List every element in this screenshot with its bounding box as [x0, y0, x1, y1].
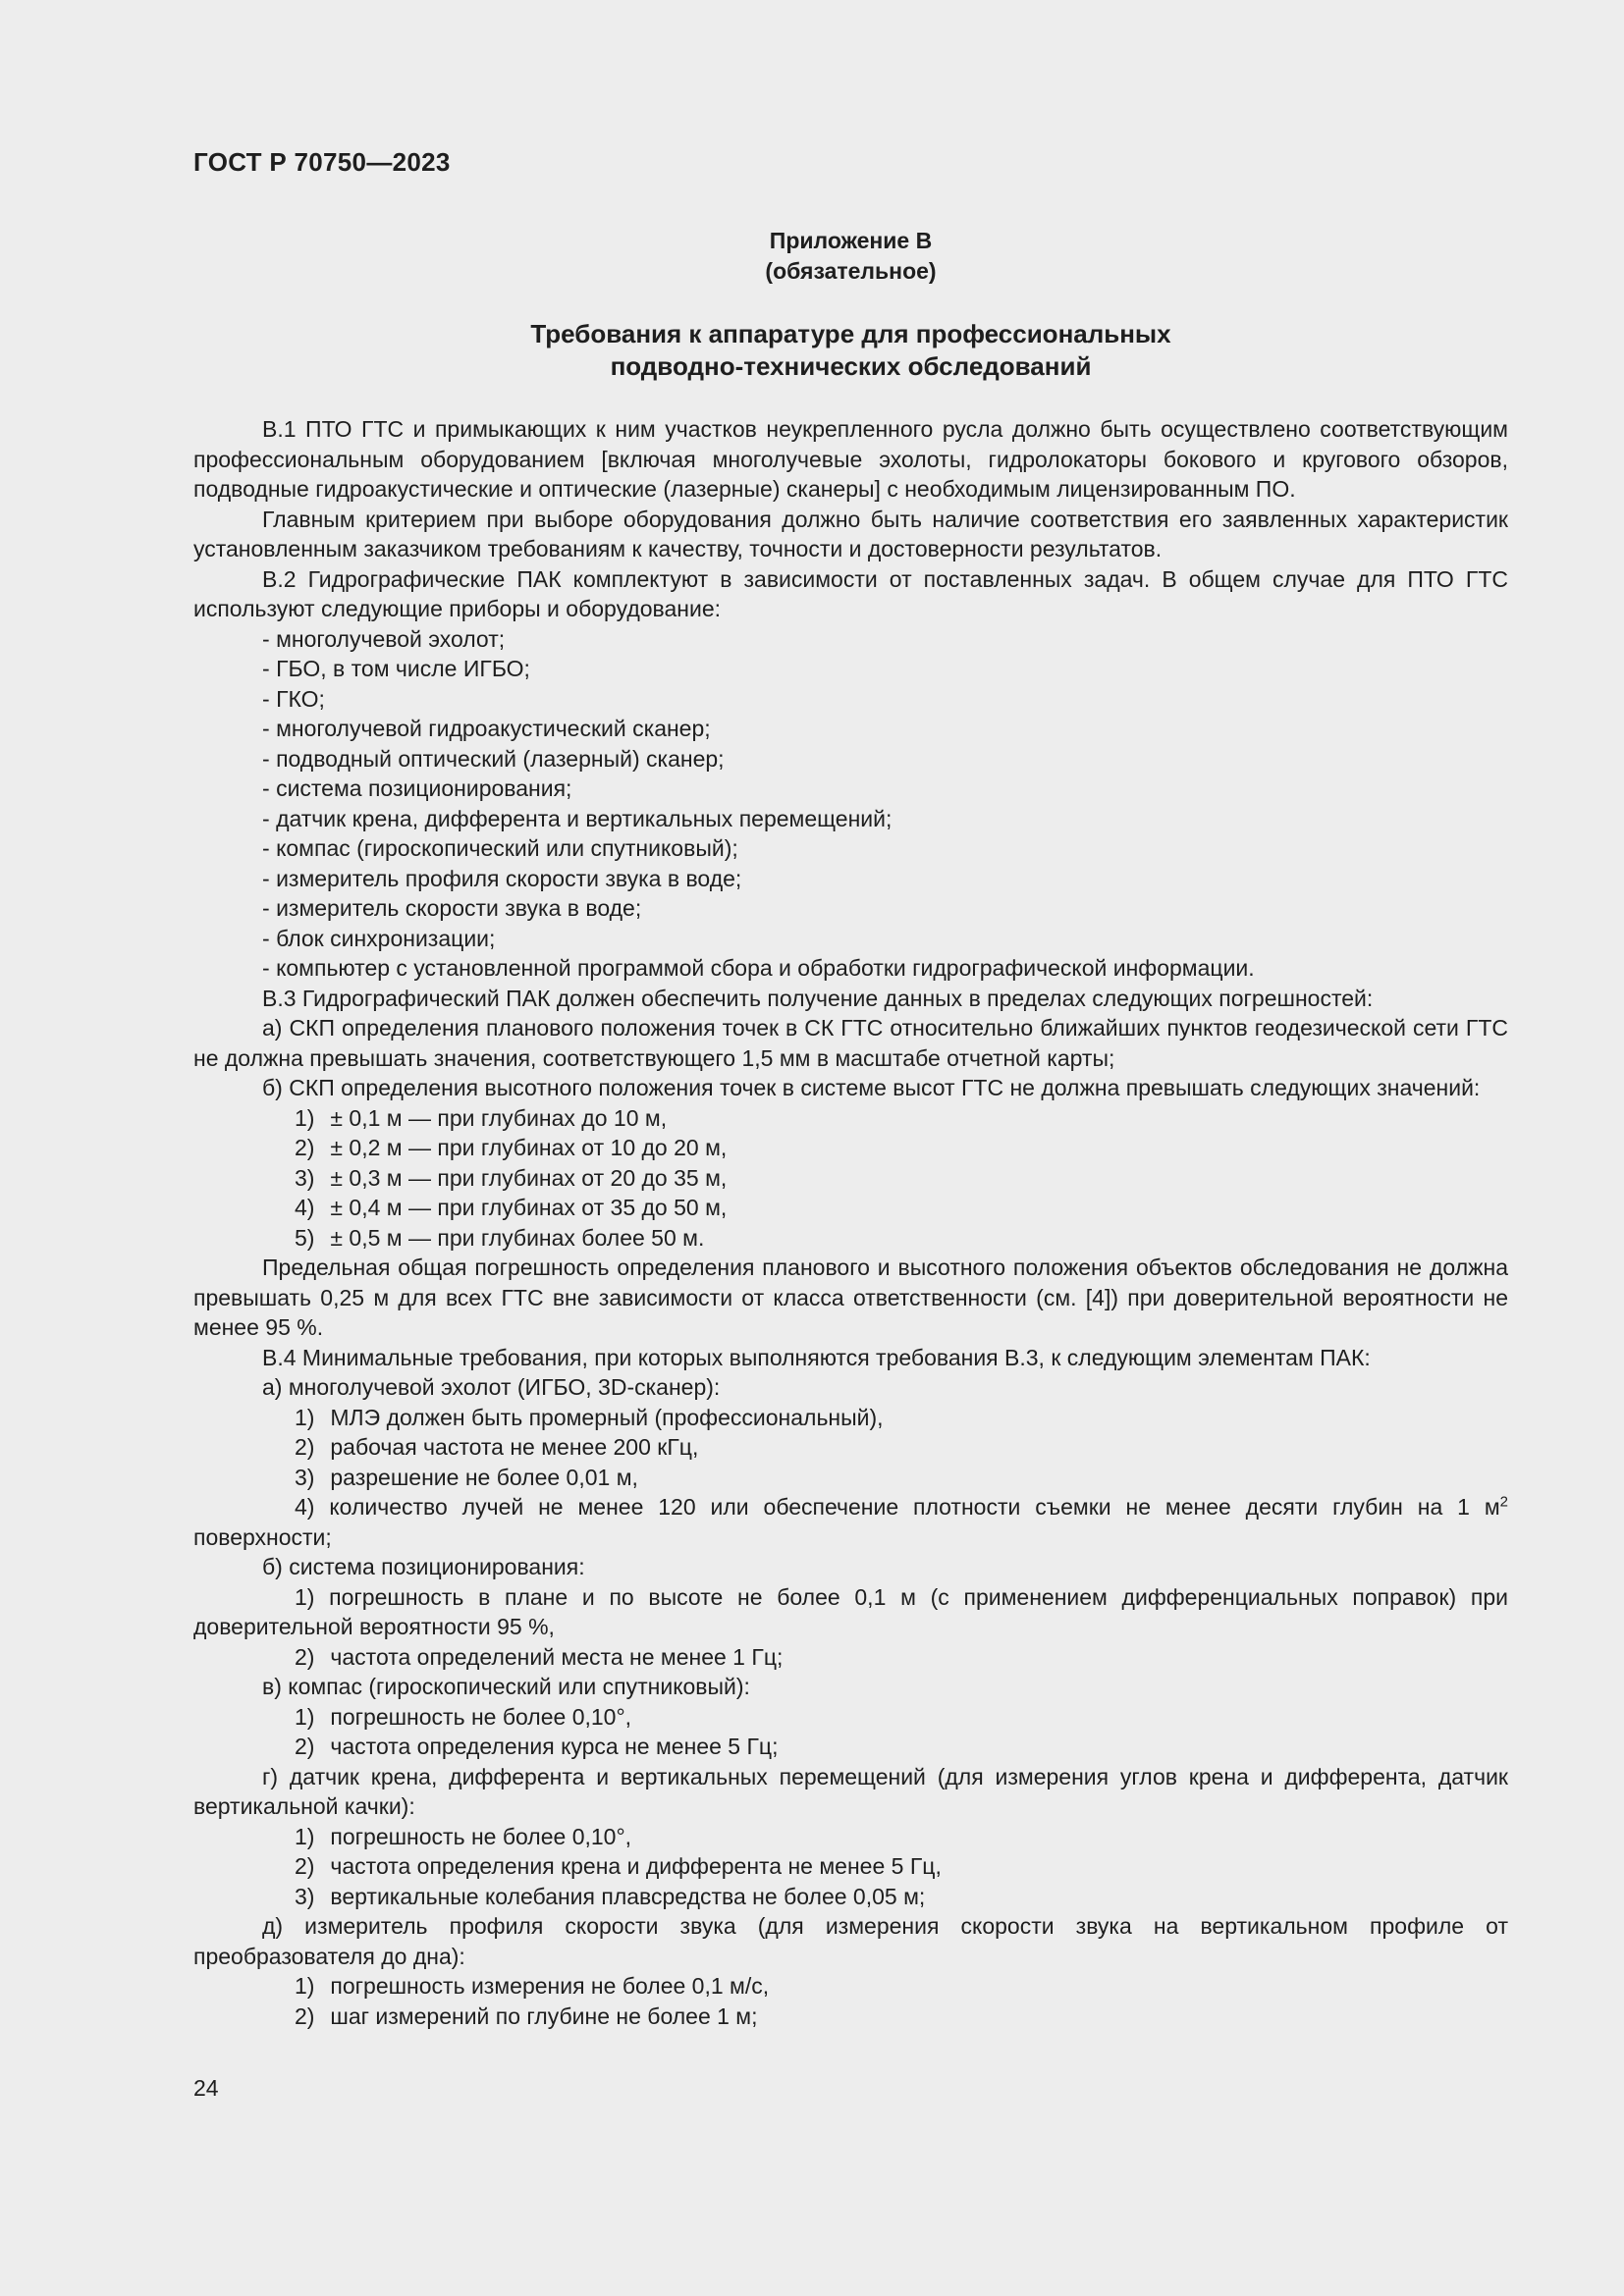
- list-item-text: измеритель профиля скорости звука в воде;: [276, 865, 742, 891]
- item-text: погрешность измерения не более 0,1 м/с,: [330, 1973, 770, 1999]
- bullet-dash: -: [262, 625, 277, 652]
- item-d-list: [193, 1971, 1508, 2031]
- list-item: [193, 624, 1508, 655]
- paragraph-b3-a: а) СКП определения планового положения точек в СК ГТС относительно ближайших пунктов геодезической сети ГТС не должна превышать значения, соответствующего 1,5 мм в масштабе отчетной карты;: [193, 1015, 1508, 1071]
- numbered-item: [193, 1702, 1508, 1733]
- item-text: рабочая частота не менее 200 кГц,: [330, 1434, 699, 1460]
- document-code: ГОСТ Р 70750—2023: [193, 147, 451, 177]
- paragraph-b2: В.2 Гидрографические ПАК комплектуют в зависимости от поставленных задач. В общем случае для ПТО ГТС используют следующие приборы и оборудование:: [193, 565, 1508, 621]
- list-item: [193, 744, 1508, 774]
- item-number: 2): [295, 1853, 315, 1879]
- section-title-line-2: подводно-технических обследований: [610, 351, 1092, 381]
- item-d-heading: д) измеритель профиля скорости звука (для измерения скорости звука на вертикальном профиле от преобразователя до дна):: [193, 1913, 1508, 1969]
- numbered-item: [193, 1822, 1508, 1852]
- item-text: погрешность не более 0,10°,: [330, 1703, 632, 1730]
- item-text: ± 0,2 м — при глубинах от 10 до 20 м,: [330, 1135, 728, 1160]
- item-text: частота определений места не менее 1 Гц;: [330, 1643, 784, 1670]
- list-item: [193, 684, 1508, 715]
- item-number: 2): [295, 2002, 315, 2029]
- paragraph-criterion: Главным критерием при выборе оборудования должно быть наличие соответствия его заявленных характеристик установленным заказчиком требованиям к качеству, точности и достоверности результатов.: [193, 506, 1508, 561]
- section-title-line-1: Требования к аппаратуре для профессиональных: [530, 319, 1171, 348]
- item-number: 1): [295, 1404, 315, 1430]
- paragraph-b4: В.4 Минимальные требования, при которых выполняются требования В.3, к следующим элементам ПАК:: [262, 1344, 1371, 1370]
- item-number: 2): [295, 1734, 315, 1759]
- item-v-heading: в) компас (гироскопический или спутниковый):: [262, 1674, 750, 1699]
- item-text: шаг измерений по глубине не более 1 м;: [330, 2002, 758, 2029]
- list-item-text: система позиционирования;: [276, 775, 572, 801]
- list-item: [193, 893, 1508, 924]
- bullet-dash: -: [262, 925, 277, 951]
- item-text: ± 0,1 м — при глубинах до 10 м,: [330, 1104, 668, 1131]
- numbered-item: [193, 1851, 1508, 1882]
- item-text: ± 0,4 м — при глубинах от 35 до 50 м,: [330, 1195, 728, 1220]
- bullet-dash: -: [262, 716, 277, 741]
- bullet-dash: -: [262, 656, 277, 681]
- numbered-item: [193, 1732, 1508, 1762]
- list-item: [193, 833, 1508, 864]
- list-item: [193, 654, 1508, 684]
- numbered-item: [193, 1133, 1508, 1163]
- numbered-item: [193, 1971, 1508, 2002]
- item-b2: [193, 1642, 1508, 1673]
- item-g-heading: г) датчик крена, дифферента и вертикальных перемещений (для измерения углов крена и дифферента, датчик вертикальной качки):: [193, 1763, 1508, 1819]
- item-number: 5): [295, 1224, 315, 1251]
- bullet-dash: -: [262, 775, 277, 801]
- numbered-item: [193, 1223, 1508, 1254]
- list-item: [193, 924, 1508, 954]
- item-a4-text: 4) количество лучей не менее 120 или обеспечение плотности съемки не менее десяти глубин на 1 м: [295, 1494, 1500, 1520]
- item-number: 1): [295, 1104, 315, 1131]
- document-body: [193, 414, 1508, 2031]
- numbered-item: [193, 1882, 1508, 1912]
- bullet-dash: -: [262, 745, 277, 772]
- list-item-text: блок синхронизации;: [276, 925, 496, 951]
- item-number: 3): [295, 1164, 315, 1191]
- depth-accuracy-list: [193, 1103, 1508, 1254]
- item-number: 2): [295, 1434, 315, 1460]
- list-item-text: ГБО, в том числе ИГБО;: [276, 656, 530, 681]
- appendix-label: Приложение В: [769, 228, 933, 253]
- item-number: 1): [295, 1823, 315, 1849]
- item-a4-tail: поверхности;: [193, 1523, 332, 1550]
- list-item: [193, 804, 1508, 834]
- paragraph-b3: В.3 Гидрографический ПАК должен обеспечить получение данных в пределах следующих погрешностей:: [262, 985, 1374, 1011]
- equipment-list: [193, 624, 1508, 984]
- numbered-item: [193, 1163, 1508, 1194]
- appendix-status: (обязательное): [765, 258, 937, 284]
- list-item-text: подводный оптический (лазерный) сканер;: [276, 745, 725, 772]
- bullet-dash: -: [262, 895, 277, 921]
- numbered-item: [193, 1193, 1508, 1223]
- item-g-list: [193, 1822, 1508, 1912]
- bullet-dash: -: [262, 835, 277, 861]
- list-item: [193, 714, 1508, 744]
- bullet-dash: -: [262, 685, 277, 712]
- page-number: 24: [193, 2075, 219, 2101]
- bullet-dash: -: [262, 865, 277, 891]
- numbered-item: [193, 2002, 1508, 2032]
- item-text: частота определения курса не менее 5 Гц;: [330, 1734, 779, 1759]
- item-text: МЛЭ должен быть промерный (профессиональный),: [330, 1404, 884, 1430]
- item-number: 4): [295, 1195, 315, 1220]
- list-item-text: многолучевой эхолот;: [276, 625, 506, 652]
- item-number: 2): [295, 1643, 315, 1670]
- list-item-text: датчик крена, дифферента и вертикальных перемещений;: [276, 805, 893, 831]
- numbered-item: [193, 1432, 1508, 1463]
- item-number: 3): [295, 1883, 315, 1909]
- item-text: частота определения крена и дифферента не менее 5 Гц,: [330, 1853, 942, 1879]
- list-item: [193, 953, 1508, 984]
- item-v-list: [193, 1702, 1508, 1762]
- list-item: [193, 864, 1508, 894]
- list-item-text: измеритель скорости звука в воде;: [276, 895, 642, 921]
- item-a-list: [193, 1403, 1508, 1493]
- item-b-heading: б) система позиционирования:: [262, 1554, 585, 1579]
- list-item-text: ГКО;: [276, 685, 325, 712]
- item-text: погрешность не более 0,10°,: [330, 1823, 632, 1849]
- numbered-item: [193, 1463, 1508, 1493]
- item-number: 3): [295, 1464, 315, 1490]
- numbered-item: [193, 1103, 1508, 1134]
- paragraph-total-error: Предельная общая погрешность определения планового и высотного положения объектов обследования не должна превышать 0,25 м для всех ГТС вне зависимости от класса ответственности (см. [4]) при доверительной вероятности не менее 95 %.: [193, 1255, 1508, 1340]
- item-number: 2): [295, 1135, 315, 1160]
- item-text: ± 0,5 м — при глубинах более 50 м.: [330, 1224, 705, 1251]
- item-b1: 1) погрешность в плане и по высоте не более 0,1 м (с применением дифференциальных поправок) при доверительной вероятности 95 %,: [193, 1583, 1508, 1639]
- item-text: вертикальные колебания плавсредства не более 0,05 м;: [330, 1883, 926, 1909]
- numbered-item: [193, 1403, 1508, 1433]
- list-item: [193, 774, 1508, 804]
- item-a4: [193, 1492, 1508, 1552]
- list-item-text: компас (гироскопический или спутниковый);: [276, 835, 738, 861]
- bullet-dash: -: [262, 955, 277, 981]
- item-number: 1): [295, 1703, 315, 1730]
- section-title: [193, 318, 1508, 383]
- appendix-heading: [193, 226, 1508, 287]
- item-a4-superscript: 2: [1499, 1493, 1508, 1511]
- item-a-heading: а) многолучевой эхолот (ИГБО, 3D-сканер):: [262, 1374, 721, 1400]
- list-item-text: многолучевой гидроакустический сканер;: [276, 716, 711, 741]
- bullet-dash: -: [262, 805, 277, 831]
- paragraph-b1: В.1 ПТО ГТС и примыкающих к ним участков неукрепленного русла должно быть осуществлено соответствующим профессиональным оборудованием [включая многолучевые эхолоты, гидролокаторы бокового и кругового обзоров, подводные гидроакустические и оптические (лазерные) сканеры] с необходимым лицензированным ПО.: [193, 416, 1508, 502]
- item-number: 1): [295, 1973, 315, 1999]
- list-item-text: компьютер с установленной программой сбора и обработки гидрографической информации.: [276, 955, 1255, 981]
- paragraph-b3-b: б) СКП определения высотного положения точек в системе высот ГТС не должна превышать следующих значений:: [262, 1075, 1481, 1100]
- item-text: разрешение не более 0,01 м,: [330, 1464, 638, 1490]
- item-text: ± 0,3 м — при глубинах от 20 до 35 м,: [330, 1164, 728, 1191]
